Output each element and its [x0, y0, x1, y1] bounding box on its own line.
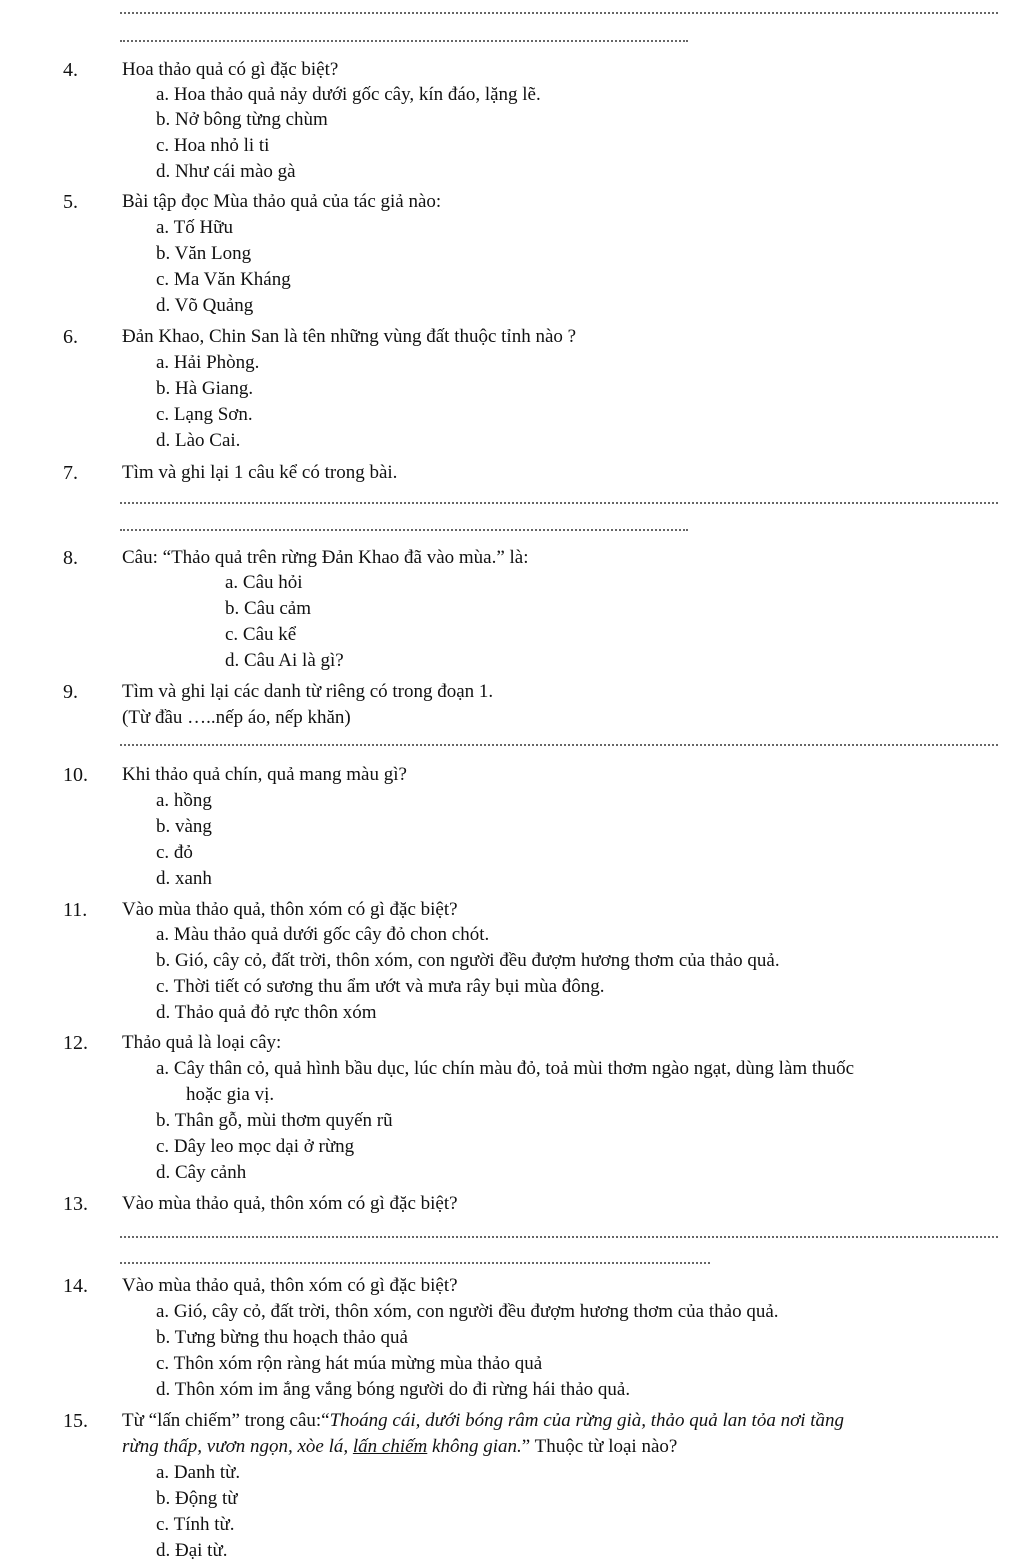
option: b. Thân gỗ, mùi thơm quyến rũ	[156, 1110, 393, 1131]
option: b. Hà Giang.	[156, 378, 254, 399]
question-subtext: (Từ đầu …..nếp áo, nếp khăn)	[122, 707, 351, 728]
question-text: Vào mùa thảo quả, thôn xóm có gì đặc biệt?	[122, 1193, 458, 1214]
option: a. Câu hỏi	[225, 572, 303, 593]
underlined-word: lấn chiếm	[352, 1436, 428, 1457]
question-number: 4.	[63, 59, 78, 81]
option: c. Hoa nhỏ li ti	[156, 135, 270, 156]
option: a. Danh từ.	[156, 1462, 241, 1483]
option: c. Tính từ.	[156, 1514, 235, 1535]
question-number: 13.	[63, 1193, 88, 1215]
option: d. Đại từ.	[156, 1540, 228, 1561]
option: a. Cây thân cỏ, quả hình bầu dục, lúc chín màu đỏ, toả mùi thơm ngào ngạt, dùng làm thuốc	[156, 1058, 855, 1079]
question-number: 15.	[63, 1410, 88, 1432]
question-text-line2	[122, 1435, 677, 1459]
question-text-end: ” Thuộc từ loại nào?	[521, 1436, 678, 1457]
question-number: 11.	[63, 899, 88, 921]
question-number: 14.	[63, 1275, 88, 1297]
answer-line	[120, 40, 688, 42]
option: c. đỏ	[156, 842, 193, 863]
question-text	[122, 1409, 844, 1433]
option: d. Như cái mào gà	[156, 161, 296, 182]
option: d. Thôn xóm im ắng vắng bóng người do đi rừng hái thảo quả.	[156, 1379, 631, 1400]
option: b. Câu cảm	[225, 598, 312, 619]
option: c. Dây leo mọc dại ở rừng	[156, 1136, 355, 1157]
option: c. Câu kể	[225, 624, 297, 645]
question-text: Thảo quả là loại cây:	[122, 1032, 282, 1053]
question-number: 8.	[63, 547, 78, 569]
option: a. Hải Phòng.	[156, 352, 260, 373]
option: b. Động từ	[156, 1488, 238, 1509]
option-continuation: hoặc gia vị.	[186, 1084, 275, 1105]
answer-line	[120, 529, 688, 531]
question-text: Câu: “Thảo quả trên rừng Đản Khao đã vào mùa.” là:	[122, 547, 529, 568]
option: a. Tố Hữu	[156, 217, 233, 238]
option: c. Lạng Sơn.	[156, 404, 253, 425]
option: d. Cây cảnh	[156, 1162, 247, 1183]
question-text-part: Từ “lấn chiếm” trong câu:“	[122, 1410, 330, 1431]
question-text: Đản Khao, Chin San là tên những vùng đất thuộc tỉnh nào ?	[122, 326, 577, 347]
question-text: Tìm và ghi lại 1 câu kể có trong bài.	[122, 462, 398, 483]
option: c. Thôn xóm rộn ràng hát múa mừng mùa thảo quả	[156, 1353, 543, 1374]
question-number: 10.	[63, 764, 88, 786]
option: d. Lào Cai.	[156, 430, 241, 451]
option: d. Võ Quảng	[156, 295, 254, 316]
option: b. Văn Long	[156, 243, 252, 264]
option: d. Thảo quả đỏ rực thôn xóm	[156, 1002, 377, 1023]
option: a. Hoa thảo quả nảy dưới gốc cây, kín đáo, lặng lẽ.	[156, 84, 541, 105]
answer-line	[120, 502, 998, 504]
option: a. Màu thảo quả dưới gốc cây đỏ chon chót.	[156, 924, 490, 945]
option: b. Nở bông từng chùm	[156, 109, 328, 130]
question-number: 5.	[63, 191, 78, 213]
option: c. Thời tiết có sương thu ẩm ướt và mưa rây bụi mùa đông.	[156, 976, 605, 997]
question-text: Vào mùa thảo quả, thôn xóm có gì đặc biệt?	[122, 899, 458, 920]
option: c. Ma Văn Kháng	[156, 269, 291, 290]
option: b. vàng	[156, 816, 212, 837]
quoted-sentence-end: không gian.	[427, 1436, 522, 1457]
answer-line	[120, 744, 998, 746]
answer-line	[120, 1236, 998, 1238]
question-number: 9.	[63, 681, 78, 703]
question-text: Hoa thảo quả có gì đặc biệt?	[122, 59, 339, 80]
quoted-sentence-cont: rừng thấp, vươn ngọn, xòe lá,	[122, 1436, 353, 1457]
question-number: 7.	[63, 462, 78, 484]
quoted-sentence: Thoáng cái, dưới bóng râm của rừng già, thảo quả lan tỏa nơi tầng	[329, 1410, 845, 1431]
option: d. Câu Ai là gì?	[225, 650, 344, 671]
option: a. Gió, cây cỏ, đất trời, thôn xóm, con người đều đượm hương thơm của thảo quả.	[156, 1301, 779, 1322]
question-text: Vào mùa thảo quả, thôn xóm có gì đặc biệt?	[122, 1275, 458, 1296]
question-text: Khi thảo quả chín, quả mang màu gì?	[122, 764, 407, 785]
answer-line	[120, 1262, 710, 1264]
question-number: 6.	[63, 326, 78, 348]
option: b. Gió, cây cỏ, đất trời, thôn xóm, con người đều đượm hương thơm của thảo quả.	[156, 950, 780, 971]
option: b. Tưng bừng thu hoạch thảo quả	[156, 1327, 408, 1348]
question-text: Tìm và ghi lại các danh từ riêng có trong đoạn 1.	[122, 681, 494, 702]
option: d. xanh	[156, 868, 212, 889]
answer-line	[120, 12, 998, 14]
question-text: Bài tập đọc Mùa thảo quả của tác giả nào:	[122, 191, 442, 212]
question-number: 12.	[63, 1032, 88, 1054]
option: a. hồng	[156, 790, 212, 811]
